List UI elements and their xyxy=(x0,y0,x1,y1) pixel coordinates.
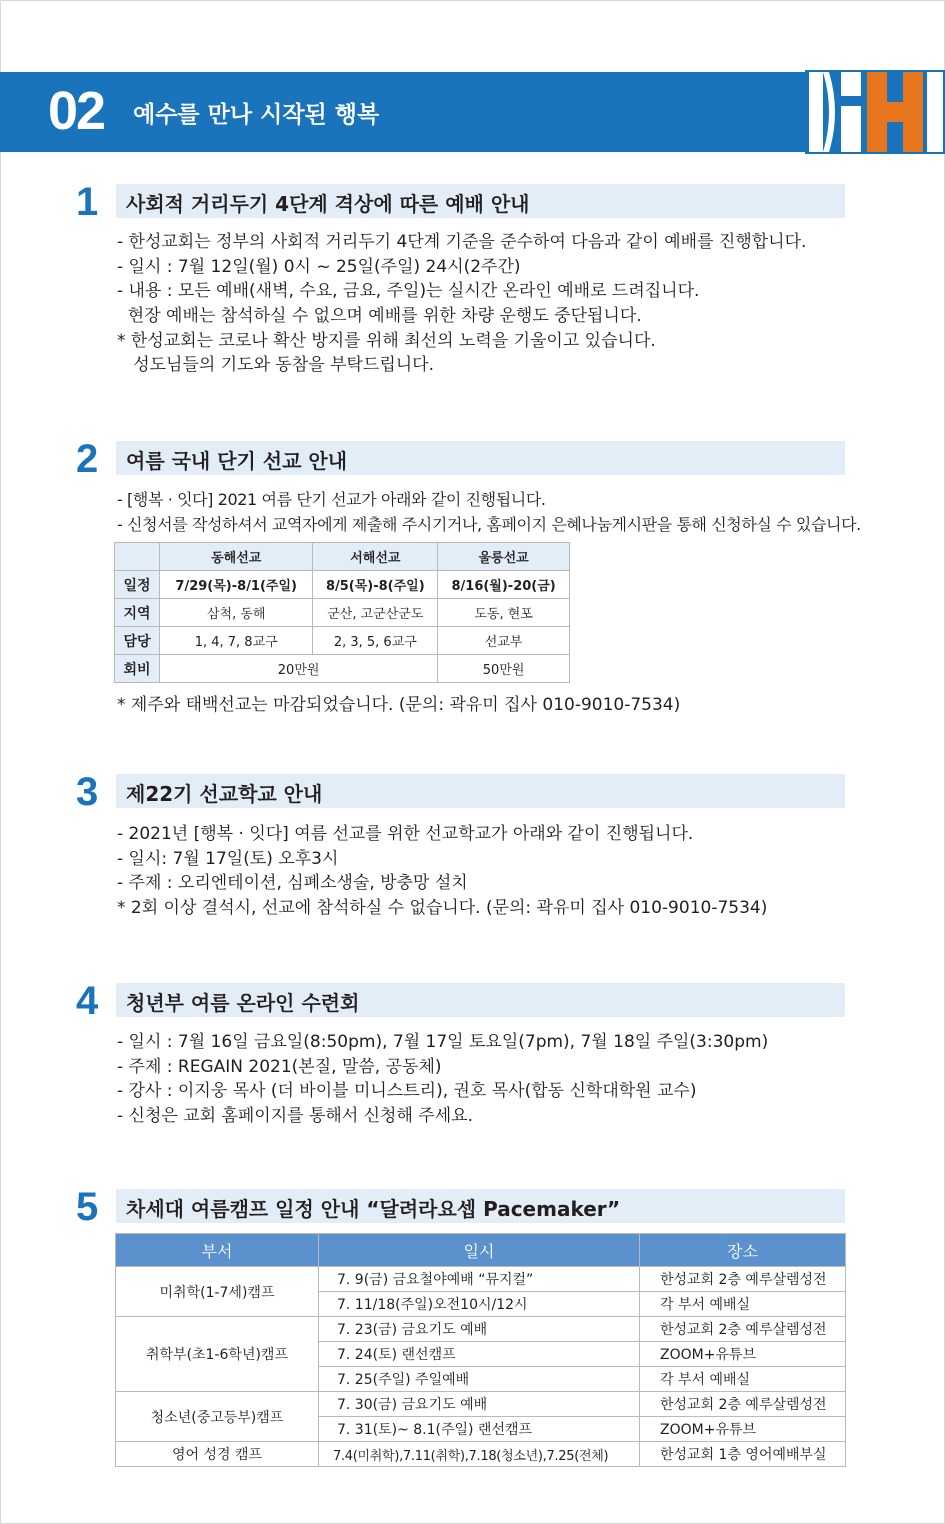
table-cell: 선교부 xyxy=(438,627,570,655)
where-cell: ZOOM+유튜브 xyxy=(640,1342,846,1367)
where-cell: 한성교회 2층 예루살렘성전 xyxy=(640,1317,846,1342)
section-1-title-bar xyxy=(116,184,845,218)
body-line: - 신청은 교회 홈페이지를 통해서 신청해 주세요. xyxy=(117,1106,473,1127)
body-line: * 2회 이상 결석시, 선교에 참석하실 수 없습니다. (문의: 곽유미 집사 010-9010-7534) xyxy=(117,898,768,919)
body-line: - 강사 : 이지웅 목사 (더 바이블 미니스트리), 권호 목사(합동 신학대학원 교수) xyxy=(117,1081,697,1102)
table-row xyxy=(116,1317,846,1342)
dept-cell: 청소년(중고등부)캠프 xyxy=(116,1392,319,1442)
section-5-title: 차세대 여름캠프 일정 안내 “달려라요셉 Pacemaker” xyxy=(126,1197,621,1221)
table-cell: 2, 3, 5, 6교구 xyxy=(313,627,438,655)
table-header: 동해선교 xyxy=(160,543,313,571)
table-row xyxy=(116,1267,846,1292)
section-3-number: 3 xyxy=(76,770,99,814)
row-label: 회비 xyxy=(115,655,160,683)
mission-trip-table xyxy=(114,542,570,683)
body-line: 성도님들의 기도와 동참을 부탁드립니다. xyxy=(117,355,435,376)
table-cell: 도동, 현포 xyxy=(438,599,570,627)
body-line: - 한성교회는 정부의 사회적 거리두기 4단계 기준을 준수하여 다음과 같이 예배를 진행합니다. xyxy=(117,232,807,252)
table-header: 장소 xyxy=(640,1234,846,1267)
row-label: 일정 xyxy=(115,571,160,599)
where-cell: 각 부서 예배실 xyxy=(640,1292,846,1317)
when-cell: 7. 30(금) 금요기도 예배 xyxy=(319,1392,640,1417)
where-cell: 한성교회 2층 예루살렘성전 xyxy=(640,1392,846,1417)
table-row xyxy=(115,599,570,627)
section-5-title-bar xyxy=(116,1189,845,1223)
dept-cell: 미취학(1-7세)캠프 xyxy=(116,1267,319,1317)
table-cell: 1, 4, 7, 8교구 xyxy=(160,627,313,655)
when-cell: 7.4(미취학),7.11(취학),7.18(청소년),7.25(전체) xyxy=(319,1442,640,1467)
table-row xyxy=(115,655,570,683)
section-2-title-bar xyxy=(116,441,845,475)
summer-camp-table xyxy=(115,1233,846,1467)
table-corner-cell xyxy=(115,543,160,571)
table-header: 일시 xyxy=(319,1234,640,1267)
body-line: - 주제 : REGAIN 2021(본질, 말씀, 공동체) xyxy=(117,1056,442,1077)
table-row xyxy=(116,1442,846,1467)
when-cell: 7. 24(토) 랜선캠프 xyxy=(319,1342,640,1367)
dept-cell: 취학부(초1-6학년)캠프 xyxy=(116,1317,319,1392)
body-line: - 신청서를 작성하셔서 교역자에게 제출해 주시기거나, 홈페이지 은혜나눔게시판을 통해 신청하실 수 있습니다. xyxy=(117,514,861,534)
when-cell: 7. 11/18(주일)오전10시/12시 xyxy=(319,1292,640,1317)
table-header: 서해선교 xyxy=(313,543,438,571)
table-header: 부서 xyxy=(116,1234,319,1267)
table-cell: 50만원 xyxy=(438,655,570,683)
body-line: 현장 예배는 참석하실 수 없으며 예배를 위한 차량 운행도 중단됩니다. xyxy=(117,306,642,327)
section-2-number: 2 xyxy=(76,437,99,481)
section-1-title: 사회적 거리두기 4단계 격상에 따른 예배 안내 xyxy=(126,192,530,216)
row-label: 담당 xyxy=(115,627,160,655)
table-row xyxy=(116,1392,846,1417)
body-line: - 일시 : 7월 12일(월) 0시 ~ 25일(주일) 24시(2주간) xyxy=(117,256,521,277)
table-header: 울릉선교 xyxy=(438,543,570,571)
section-4-number: 4 xyxy=(76,979,99,1023)
when-cell: 7. 9(금) 금요철야예배 “뮤지컬” xyxy=(319,1267,640,1292)
where-cell: ZOOM+유튜브 xyxy=(640,1417,846,1442)
dept-cell: 영어 성경 캠프 xyxy=(116,1442,319,1467)
where-cell: 한성교회 1층 영어예배부실 xyxy=(640,1442,846,1467)
section-3-title: 제22기 선교학교 안내 xyxy=(126,782,323,806)
section-1-body xyxy=(117,230,806,378)
table-header-row xyxy=(115,543,570,571)
table-row xyxy=(115,627,570,655)
section-3-body xyxy=(117,822,767,921)
church-logo-icon xyxy=(805,70,945,154)
body-line: * 한성교회는 코로나 확산 방지를 위해 최선의 노력을 기울이고 있습니다. xyxy=(117,330,656,351)
header-title: 예수를 만나 시작된 행복 xyxy=(133,102,380,128)
section-4-title-bar xyxy=(116,983,845,1017)
where-cell: 각 부서 예배실 xyxy=(640,1367,846,1392)
body-line: - [행복 · 잇다] 2021 여름 단기 선교가 아래와 같이 진행됩니다. xyxy=(117,490,546,509)
when-cell: 7. 23(금) 금요기도 예배 xyxy=(319,1317,640,1342)
section-2-title: 여름 국내 단기 선교 안내 xyxy=(126,449,348,473)
section-2-body xyxy=(117,488,861,537)
table-cell: 20만원 xyxy=(160,655,438,683)
where-cell: 한성교회 2층 예루살렘성전 xyxy=(640,1267,846,1292)
section-4-title: 청년부 여름 온라인 수련회 xyxy=(126,991,360,1015)
table-cell: 7/29(목)-8/1(주일) xyxy=(160,571,313,599)
when-cell: 7. 31(토)~ 8.1(주일) 랜선캠프 xyxy=(319,1417,640,1442)
body-line: - 내용 : 모든 예배(새벽, 수요, 금요, 주일)는 실시간 온라인 예배로 드려집니다. xyxy=(117,281,700,302)
table-cell: 8/5(목)-8(주일) xyxy=(313,571,438,599)
table-header-row xyxy=(116,1234,846,1267)
table-cell: 8/16(월)-20(금) xyxy=(438,571,570,599)
body-line: - 일시 : 7월 16일 금요일(8:50pm), 7월 17일 토요일(7pm), 7월 18일 주일(3:30pm) xyxy=(117,1032,769,1052)
body-line: - 일시: 7월 17일(토) 오후3시 xyxy=(117,848,339,869)
table-cell: 삼척, 동해 xyxy=(160,599,313,627)
section-3-title-bar xyxy=(116,774,845,808)
section-2-note: * 제주와 태백선교는 마감되었습니다. (문의: 곽유미 집사 010-9010-7534) xyxy=(117,695,681,715)
when-cell: 7. 25(주일) 주일예배 xyxy=(319,1367,640,1392)
table-row xyxy=(115,571,570,599)
body-line: - 주제 : 오리엔테이션, 심폐소생술, 방충망 설치 xyxy=(117,873,468,894)
header-number: 02 xyxy=(48,81,105,141)
section-4-body xyxy=(117,1030,768,1129)
section-1-number: 1 xyxy=(76,180,99,224)
table-cell: 군산, 고군산군도 xyxy=(313,599,438,627)
body-line: - 2021년 [행복 · 잇다] 여름 선교를 위한 선교학교가 아래와 같이 진행됩니다. xyxy=(117,824,694,844)
row-label: 지역 xyxy=(115,599,160,627)
section-5-number: 5 xyxy=(76,1185,99,1229)
